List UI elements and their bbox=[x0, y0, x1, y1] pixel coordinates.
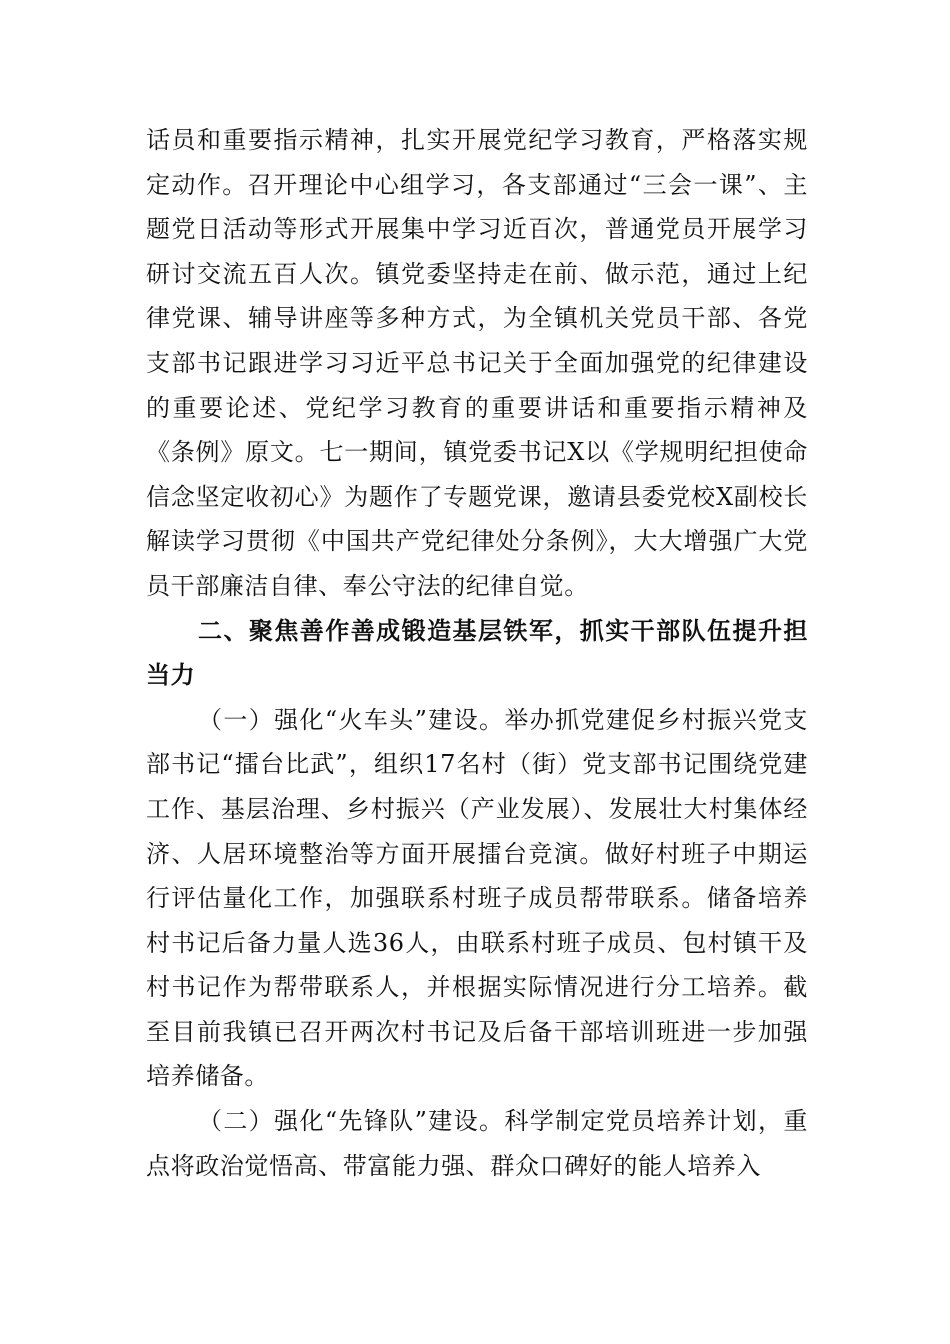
body-paragraph-subsection-2: （二）强化“先锋队”建设。科学制定党员培养计划，重点将政治觉悟高、带富能力强、群众口碑好的能人培养入 bbox=[146, 1107, 808, 1180]
body-paragraph-subsection-1: （一）强化“火车头”建设。举办抓党建促乡村振兴党支部书记“擂台比武”，组织17名村（街）党支部书记围绕党建工作、基层治理、乡村振兴（产业发展）、发展壮大村集体经济、人居环境整治等方面开展擂台竞演。做好村班子中期运行评估量化工作，加强联系村班子成员帮带联系。储备培养村书记后备力量人选36人，由联系村班子成员、包村镇干及村书记作为帮带联系人，并根据实际情况进行分工培养。截至目前我镇已召开两次村书记及后备干部培训班进一步加强培养储备。 bbox=[146, 705, 808, 1091]
document-body bbox=[146, 118, 808, 1188]
section-heading-2: 二、聚焦善作善成锻造基层铁军，抓实干部队伍提升担当力 bbox=[146, 616, 808, 690]
body-paragraph-1: 话员和重要指示精神，扎实开展党纪学习教育，严格落实规定动作。召开理论中心组学习，各支部通过“三会一课”、主题党日活动等形式开展集中学习近百次，普通党员开展学习研讨交流五百人次。镇党委坚持走在前、做示范，通过上纪律党课、辅导讲座等多种方式，为全镇机关党员干部、各党支部书记跟进学习习近平总书记关于全面加强党的纪律建设的重要论述、党纪学习教育的重要讲话和重要指示精神及《条例》原文。七一期间，镇党委书记X以《学规明纪担使命信念坚定收初心》为题作了专题党课，邀请县委党校X副校长解读学习贯彻《中国共产党纪律处分条例》，大大增强广大党员干部廉洁自律、奉公守法的纪律自觉。 bbox=[146, 126, 808, 600]
